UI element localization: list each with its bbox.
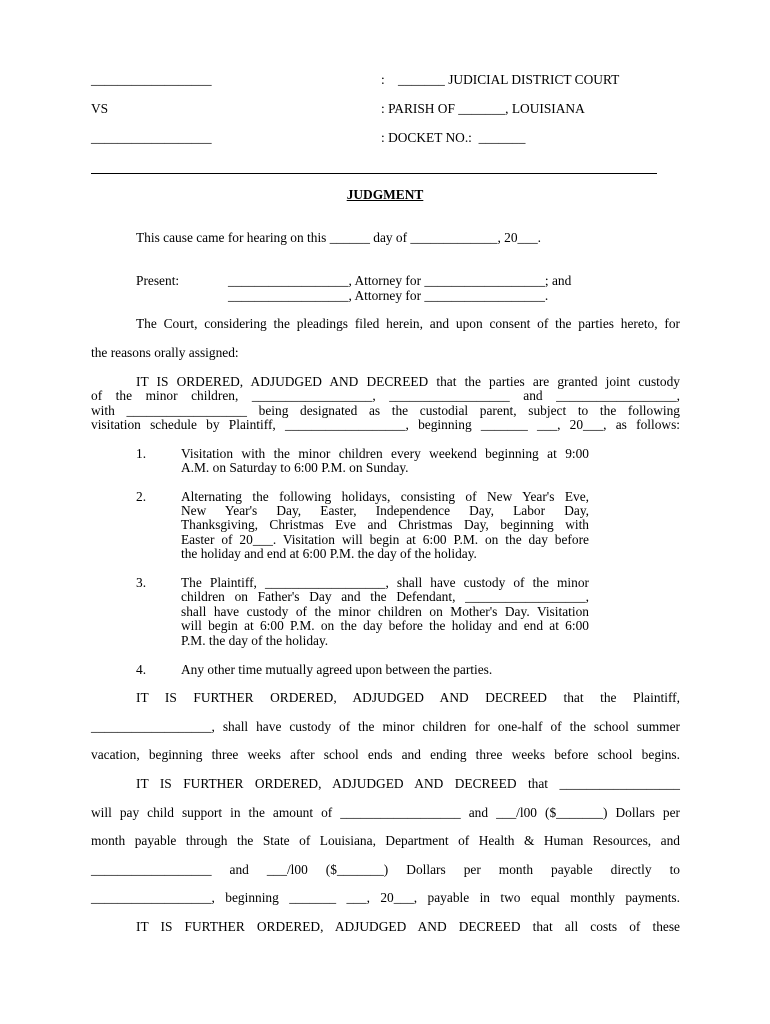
support-line: will pay child support in the amount of __________________ and ___/l00 ($_______) Dollars per bbox=[91, 805, 680, 820]
ordered-line: with __________________ being designated as the custodial parent, subject to the following bbox=[91, 403, 680, 418]
document-title: JUDGMENT bbox=[346, 187, 424, 202]
item-line: Visitation with the minor children every weekend beginning at 9:00 bbox=[181, 446, 589, 461]
ordered-line: visitation schedule by Plaintiff, __________________, beginning _______ ___, 20___, as follows: bbox=[91, 417, 680, 432]
item-line: Alternating the following holidays, consisting of New Year's Eve, bbox=[181, 489, 589, 504]
present-line-1: __________________, Attorney for __________________; and bbox=[228, 273, 572, 288]
further-line: vacation, beginning three weeks after school ends and ending three weeks before school begins. bbox=[91, 747, 680, 762]
item-line: P.M. the day of the holiday. bbox=[181, 633, 329, 648]
item-line: Any other time mutually agreed upon between the parties. bbox=[181, 662, 493, 677]
versus: VS bbox=[91, 101, 109, 116]
hearing-line: This cause came for hearing on this ______ day of _____________, 20___. bbox=[136, 230, 541, 245]
caption-divider bbox=[91, 173, 657, 174]
court-paragraph-line: The Court, considering the pleadings filed herein, and upon consent of the parties hereto, for bbox=[136, 316, 680, 331]
ordered-line: IT IS ORDERED, ADJUDGED AND DECREED that the parties are granted joint custody bbox=[136, 374, 680, 389]
item-line: Thanksgiving, Christmas Eve and Christmas Day, beginning with bbox=[181, 517, 589, 532]
court-name: _______ JUDICIAL DISTRICT COURT bbox=[398, 72, 620, 87]
parish: : PARISH OF _______, LOUISIANA bbox=[381, 101, 585, 116]
defendant-blank: __________________ bbox=[91, 130, 212, 145]
docket-number: : DOCKET NO.: _______ bbox=[381, 130, 526, 145]
item-number: 4. bbox=[136, 662, 147, 677]
item-line: children on Father's Day and the Defendant, __________________, bbox=[181, 589, 589, 604]
further-line: IT IS FURTHER ORDERED, ADJUDGED AND DECREED that the Plaintiff, bbox=[136, 690, 680, 705]
item-line: A.M. on Saturday to 6:00 P.M. on Sunday. bbox=[181, 460, 409, 475]
item-number: 1. bbox=[136, 446, 147, 461]
item-number: 2. bbox=[136, 489, 147, 504]
present-label: Present: bbox=[136, 273, 180, 288]
item-line: Easter of 20___. Visitation will begin at 6:00 P.M. on the day before bbox=[181, 532, 589, 547]
item-line: shall have custody of the minor children on Mother's Day. Visitation bbox=[181, 604, 589, 619]
court-paragraph-line: the reasons orally assigned: bbox=[91, 345, 239, 360]
item-line: The Plaintiff, __________________, shall have custody of the minor bbox=[181, 575, 589, 590]
item-line: will begin at 6:00 P.M. on the day before the holiday and end at 6:00 bbox=[181, 618, 589, 633]
costs-line: IT IS FURTHER ORDERED, ADJUDGED AND DECREED that all costs of these bbox=[136, 919, 680, 934]
caption-colon: : bbox=[381, 72, 385, 87]
support-line: IT IS FURTHER ORDERED, ADJUDGED AND DECREED that __________________ bbox=[136, 776, 680, 791]
support-line: __________________ and ___/l00 ($_______) Dollars per month payable directly to bbox=[91, 862, 680, 877]
ordered-line: of the minor children, __________________, __________________ and __________________, bbox=[91, 388, 680, 403]
item-number: 3. bbox=[136, 575, 147, 590]
present-line-2: __________________, Attorney for __________________. bbox=[228, 288, 549, 303]
plaintiff-blank: __________________ bbox=[91, 72, 212, 87]
further-line: __________________, shall have custody of the minor children for one-half of the school summer bbox=[91, 719, 680, 734]
support-line: month payable through the State of Louisiana, Department of Health & Human Resources, and bbox=[91, 833, 680, 848]
item-line: New Year's Day, Easter, Independence Day, Labor Day, bbox=[181, 503, 589, 518]
support-line: __________________, beginning _______ ___, 20___, payable in two equal monthly payments. bbox=[91, 890, 680, 905]
item-line: the holiday and end at 6:00 P.M. the day of the holiday. bbox=[181, 546, 477, 561]
